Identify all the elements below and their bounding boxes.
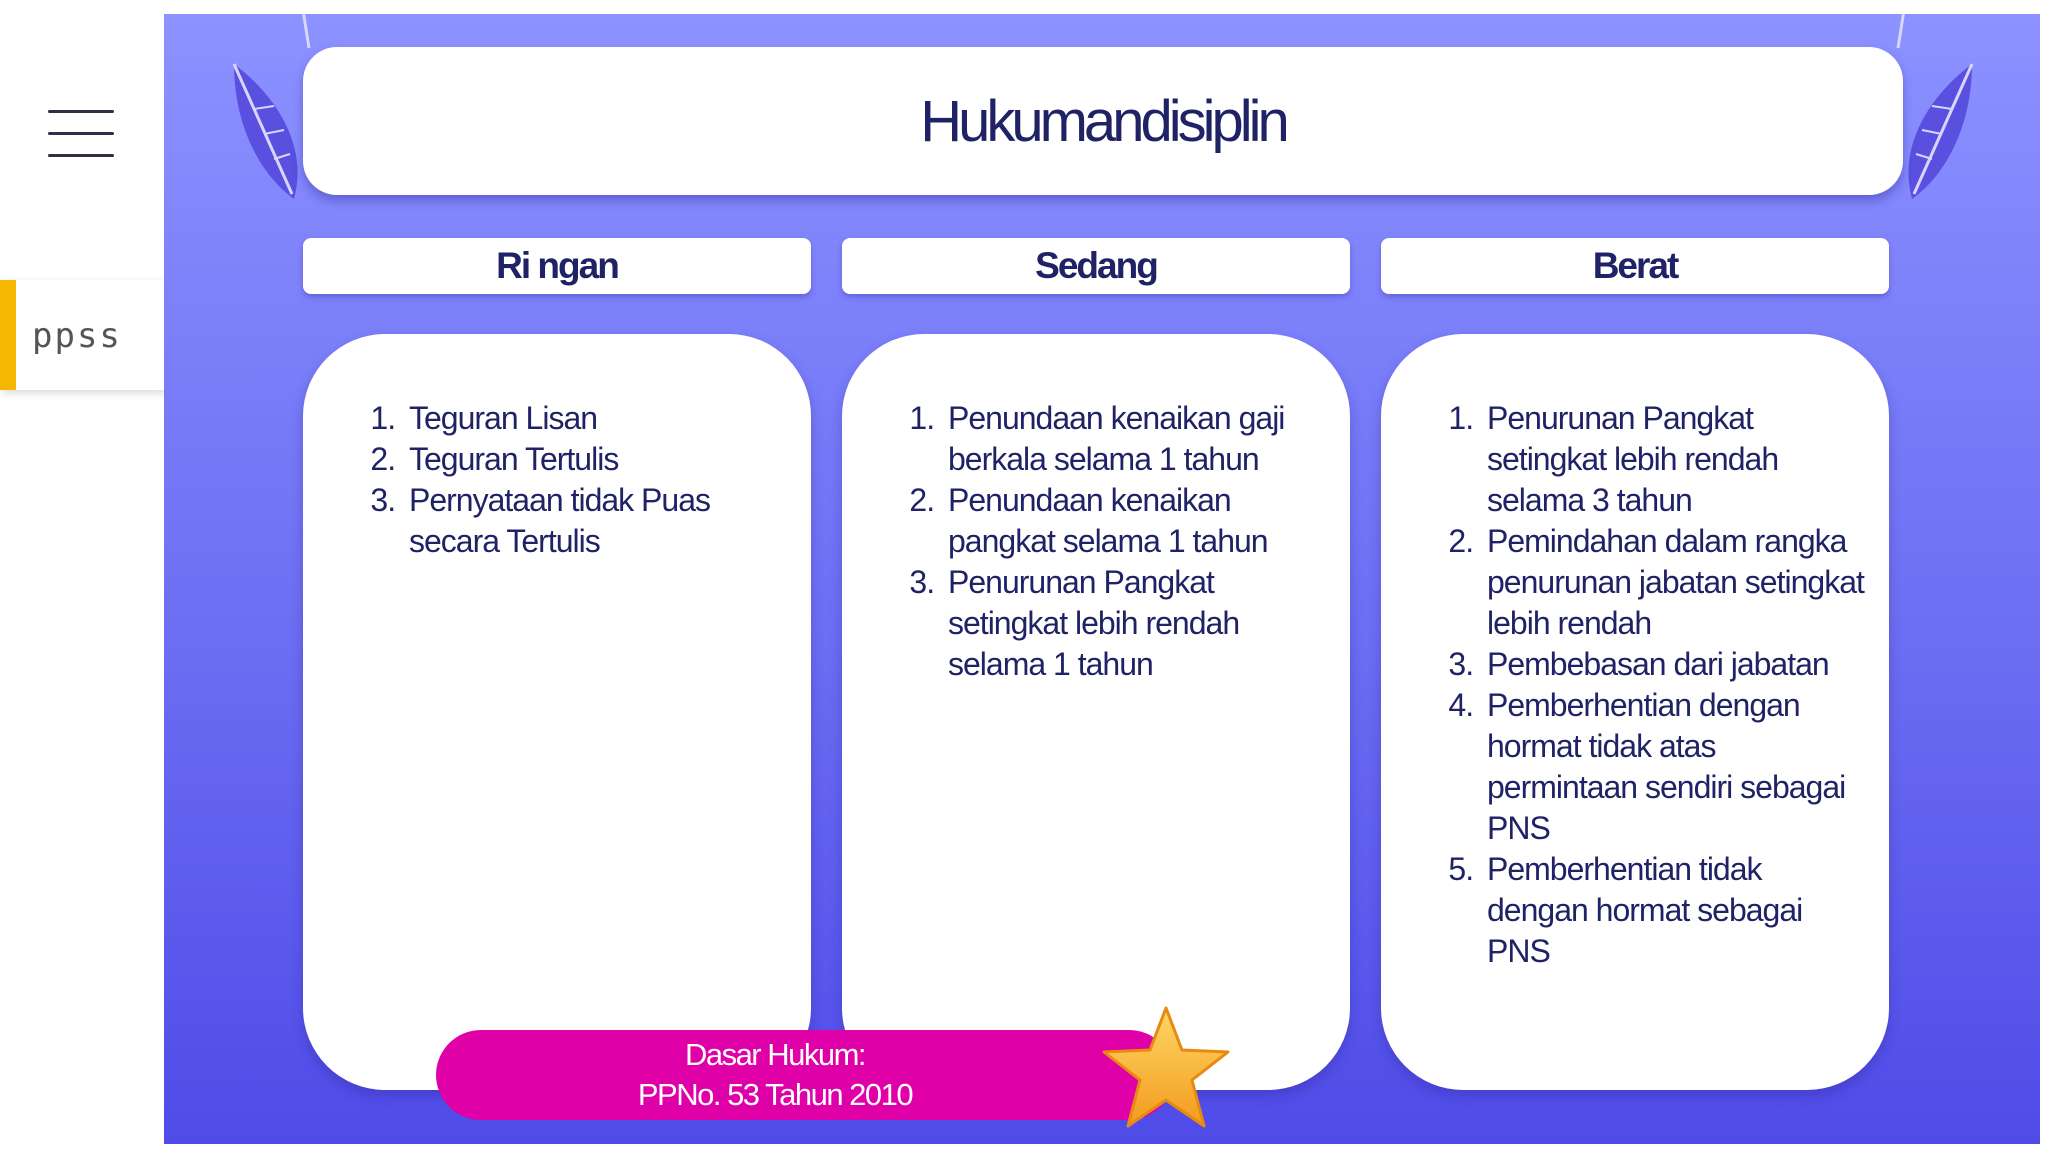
brand-label: ppss [32, 316, 122, 356]
star-icon [1100, 1004, 1232, 1132]
page-title: Hukumandisiplin [920, 88, 1286, 154]
list-sedang [842, 398, 1330, 685]
list-item: 2. Penundaan kenaikan pangkat selama 1 tahun [942, 480, 1330, 562]
list-ringan [303, 398, 791, 562]
card-ringan [303, 334, 811, 1090]
list-item: 3. Pernyataan tidak Puas secara Tertulis [403, 480, 791, 562]
card-berat [1381, 334, 1889, 1090]
sidebar [0, 0, 164, 1152]
category-header-ringan: Ri ngan [303, 238, 811, 294]
dasar-hukum-label: Dasar Hukum: [684, 1037, 866, 1072]
category-header-sedang: Sedang [842, 238, 1350, 294]
leaf-icon [224, 54, 314, 204]
list-item: 3. Pembebasan dari jabatan [1481, 644, 1869, 685]
hamburger-menu-icon[interactable] [48, 108, 114, 160]
leaf-icon [299, 14, 319, 50]
list-item: 2. Pemindahan dalam rangka penurunan jabatan setingkat lebih rendah [1481, 521, 1869, 644]
list-item: 5. Pemberhentian tidak dengan hormat sebagai PNS [1481, 849, 1869, 972]
category-header-berat: Berat [1381, 238, 1889, 294]
slide [164, 14, 2040, 1144]
dasar-hukum-banner [436, 1030, 1174, 1120]
list-item: 3. Penurunan Pangkat setingkat lebih rendah selama 1 tahun [942, 562, 1330, 685]
list-berat [1381, 398, 1869, 972]
list-item: 4. Pemberhentian dengan hormat tidak atas permintaan sendiri sebagai PNS [1481, 685, 1869, 849]
leaf-icon [1892, 54, 1982, 204]
list-item: 1. Penurunan Pangkat setingkat lebih rendah selama 3 tahun [1481, 398, 1869, 521]
list-item: 1. Penundaan kenaikan gaji berkala selama 1 tahun [942, 398, 1330, 480]
title-box [303, 47, 1903, 195]
list-item: 2. Teguran Tertulis [403, 439, 791, 480]
leaf-icon [1888, 14, 1908, 50]
dasar-hukum-reference: PPNo. 53 Tahun 2010 [637, 1077, 913, 1112]
brand-tab[interactable] [0, 280, 164, 390]
card-sedang [842, 334, 1350, 1090]
list-item: 1. Teguran Lisan [403, 398, 791, 439]
brand-accent-bar [0, 280, 16, 390]
